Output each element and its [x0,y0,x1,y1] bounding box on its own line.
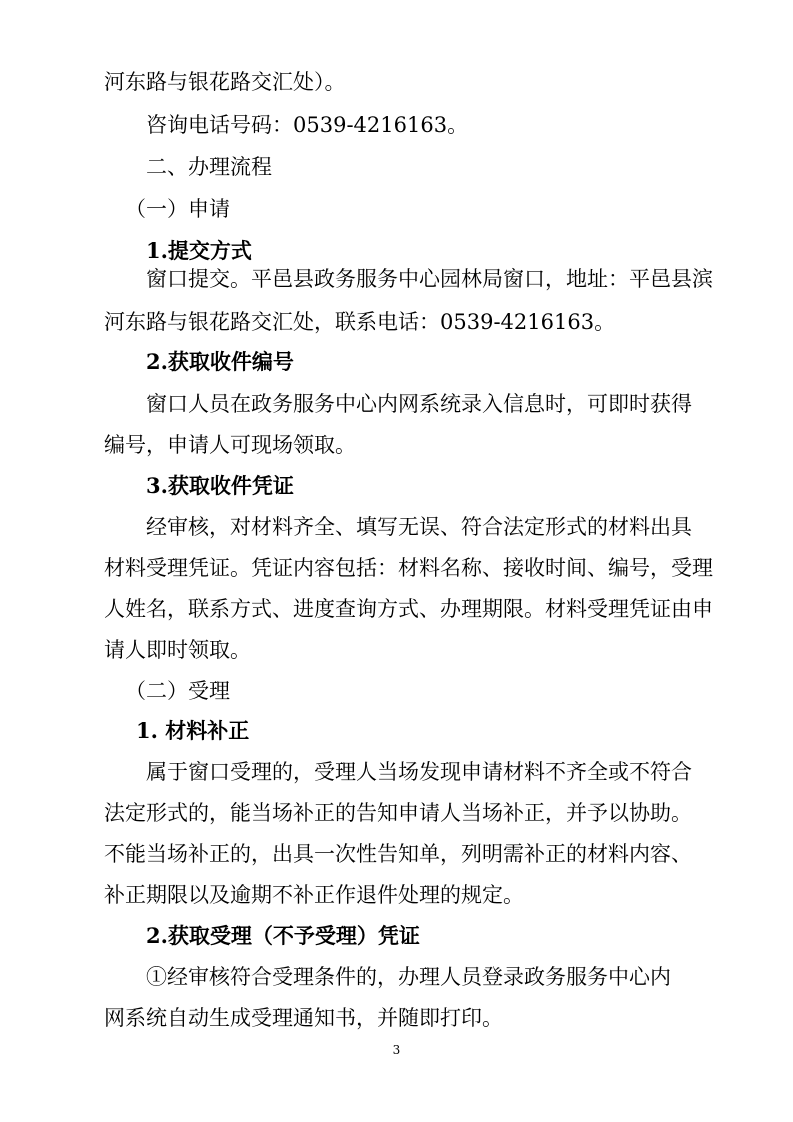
subsection-heading: （二）受理 [125,679,230,703]
text-line: 补正期限以及逾期不补正作退件处理的规定。 [104,883,524,907]
text-line: 窗口提交。平邑县政务服务中心园林局窗口，地址：平邑县滨 [146,267,713,291]
step-heading: 1. 材料补正 [136,718,250,743]
text-line: 法定形式的，能当场补正的告知申请人当场补正，并予以协助。 [104,801,692,825]
text-line: 材料受理凭证。凭证内容包括：材料名称、接收时间、编号，受理 [104,556,713,580]
text-line: 请人即时领取。 [104,638,251,662]
text-line: 河东路与银花路交汇处，联系电话：0539-4216163。 [104,310,616,334]
text-line: 人姓名，联系方式、进度查询方式、办理期限。材料受理凭证由申 [104,597,713,621]
text-line: 不能当场补正的，出具一次性告知单，列明需补正的材料内容、 [104,842,692,866]
text-line: 编号，申请人可现场领取。 [104,433,356,457]
text-line: 网系统自动生成受理通知书，并随即打印。 [104,1006,503,1030]
text-line: ①经审核符合受理条件的，办理人员登录政务服务中心内 [146,965,671,989]
text-line: 属于窗口受理的，受理人当场发现申请材料不齐全或不符合 [146,760,692,784]
page-number: 3 [392,1043,401,1057]
text-line: 经审核，对材料齐全、填写无误、符合法定形式的材料出具 [146,515,692,539]
subsection-heading: （一）申请 [125,197,230,221]
text-line: 窗口人员在政务服务中心内网系统录入信息时，可即时获得 [146,392,692,416]
step-heading: 2.获取受理（不予受理）凭证 [146,923,420,948]
text-line: 河东路与银花路交汇处）。 [104,70,346,94]
step-heading: 1.提交方式 [146,238,252,263]
step-heading: 2.获取收件编号 [146,349,294,374]
text-line: 咨询电话号码：0539-4216163。 [146,113,469,137]
section-heading: 二、办理流程 [146,155,272,179]
step-heading: 3.获取收件凭证 [146,473,294,498]
